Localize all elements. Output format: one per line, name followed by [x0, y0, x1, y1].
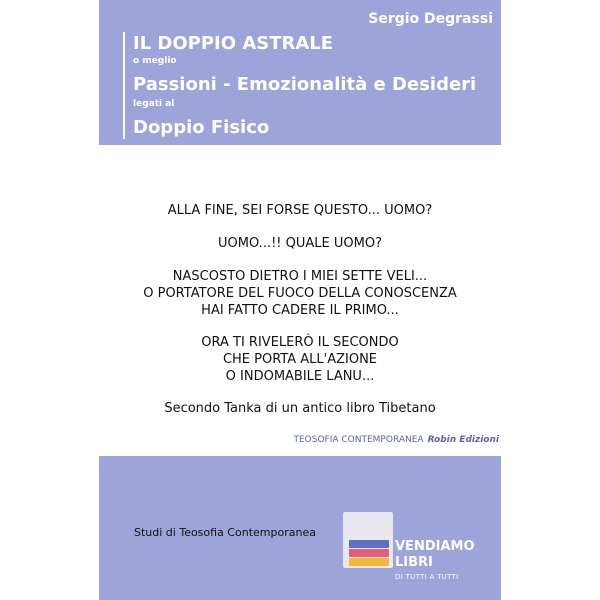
- series-name: Studi di Teosofia Contemporanea: [134, 526, 316, 539]
- title-connector-2: legati al: [133, 99, 175, 109]
- poem-line: CHE PORTA ALL'AZIONE: [222, 352, 378, 367]
- books-logo-icon: [343, 512, 393, 568]
- poem-source: Secondo Tanka di un antico libro Tibetano: [164, 401, 436, 416]
- imprint-publisher: Robin Edizioni: [427, 435, 499, 445]
- logo-text-line1: VENDIAMO: [395, 539, 475, 554]
- poem-line: UOMO...!! QUALE UOMO?: [218, 236, 382, 251]
- imprint-series: TEOSOFIA CONTEMPORANEA: [293, 435, 424, 445]
- poem-line: ORA TI RIVELERÒ IL SECONDO: [201, 335, 399, 350]
- poem-line: ALLA FINE, SEI FORSE QUESTO... UOMO?: [167, 203, 433, 218]
- logo-text-line2: LIBRI: [395, 555, 433, 570]
- vendiamo-libri-logo: [343, 512, 493, 592]
- poem-line: O PORTATORE DEL FUOCO DELLA CONOSCENZA: [143, 286, 457, 301]
- title-subtitle: Passioni - Emozionalità e Desideri: [133, 74, 477, 95]
- poem-line: NASCOSTO DIETRO I MIEI SETTE VELI...: [172, 269, 428, 284]
- cover-header-band: [99, 0, 501, 145]
- title-main: IL DOPPIO ASTRALE: [133, 33, 334, 54]
- poem-line: HAI FATTO CADERE IL PRIMO...: [201, 303, 399, 318]
- title-connector-1: o meglio: [133, 56, 177, 66]
- title-ending: Doppio Fisico: [133, 117, 270, 138]
- author-name: Sergio Degrassi: [368, 11, 493, 27]
- poem-line: O INDOMABILE LANU...: [225, 369, 375, 384]
- publisher-imprint: [293, 435, 499, 445]
- title-accent-bar: [123, 32, 125, 139]
- logo-tagline: DI TUTTI A TUTTI: [395, 573, 459, 581]
- book-cover: [99, 0, 501, 600]
